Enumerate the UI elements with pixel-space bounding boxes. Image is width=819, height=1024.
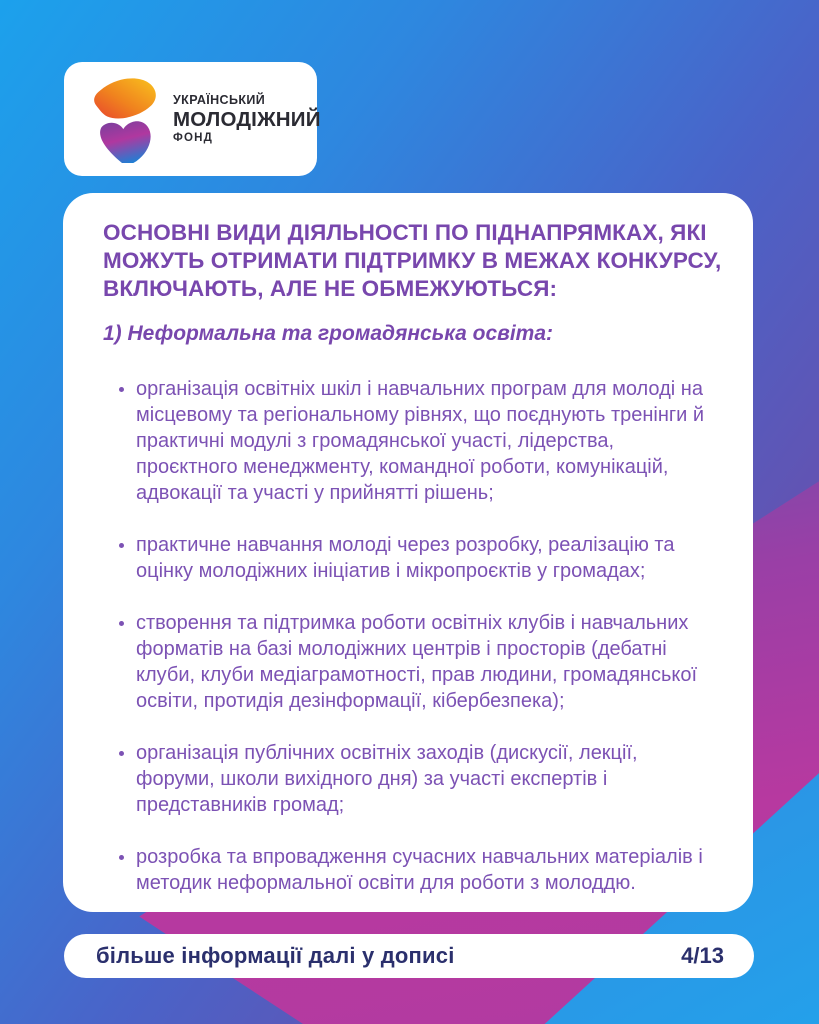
content-card [63, 193, 753, 912]
list-item [119, 844, 719, 896]
bullet-dot-icon [119, 387, 124, 392]
page-counter: 4/13 [681, 943, 724, 968]
umf-logo-mark-icon [91, 75, 159, 163]
card-subtitle: 1) Неформальна та громадянська освіта: [103, 321, 553, 345]
list-item-text: організація публічних освітніх заходів (дискусії, лекції, форуми, школи вихідного дня) за участі експертів і представників громад; [136, 741, 638, 816]
list-item [119, 532, 719, 584]
bullet-dot-icon [119, 621, 124, 626]
bullet-dot-icon [119, 751, 124, 756]
logo-wordmark [173, 94, 321, 145]
list-item-text: організація освітніх шкіл і навчальних програм для молоді на місцевому та регіональному рівнях, що поєднують тренінги й практичні модулі з громадянської участі, лідерства, проєктного менеджменту, командної роботи, комунікацій, адвокації та участі у прийнятті рішень; [136, 377, 705, 504]
list-item-text: створення та підтримка роботи освітніх клубів і навчальних форматів на базі молодіжних центрів і просторів (дебатні клуби, клуби медіаграмотності, прав людини, громадянської освіти, протидія дезінформації, кібербезпека); [136, 611, 698, 712]
footer-bar [64, 934, 754, 978]
list-item [119, 376, 719, 506]
list-item-text: практичне навчання молоді через розробку, реалізацію та оцінку молодіжних ініціатив і мікропроєктів у громадах; [136, 533, 675, 582]
list-item [119, 610, 719, 714]
logo-line-youth: МОЛОДІЖНИЙ [173, 107, 321, 131]
footer-caption: більше інформації далі у дописі [96, 943, 455, 968]
bullet-list [119, 376, 725, 896]
list-item [119, 740, 719, 818]
bullet-dot-icon [119, 543, 124, 548]
logo-line-fund: ФОНД [173, 132, 214, 145]
bullet-dot-icon [119, 855, 124, 860]
logo-line-ukrainian: УКРАЇНСЬКИЙ [173, 92, 266, 107]
logo-card [64, 62, 321, 176]
card-heading: ОСНОВНІ ВИДИ ДІЯЛЬНОСТІ ПО ПІДНАПРЯМКАХ, ЯКІ МОЖУТЬ ОТРИМАТИ ПІДТРИМКУ В МЕЖАХ КОНКУРСУ, ВКЛЮЧАЮТЬ, АЛЕ НЕ ОБМЕЖУЮТЬСЯ: [103, 220, 722, 301]
list-item-text: розробка та впровадження сучасних навчальних матеріалів і методик неформальної освіти для роботи з молоддю. [136, 845, 703, 894]
